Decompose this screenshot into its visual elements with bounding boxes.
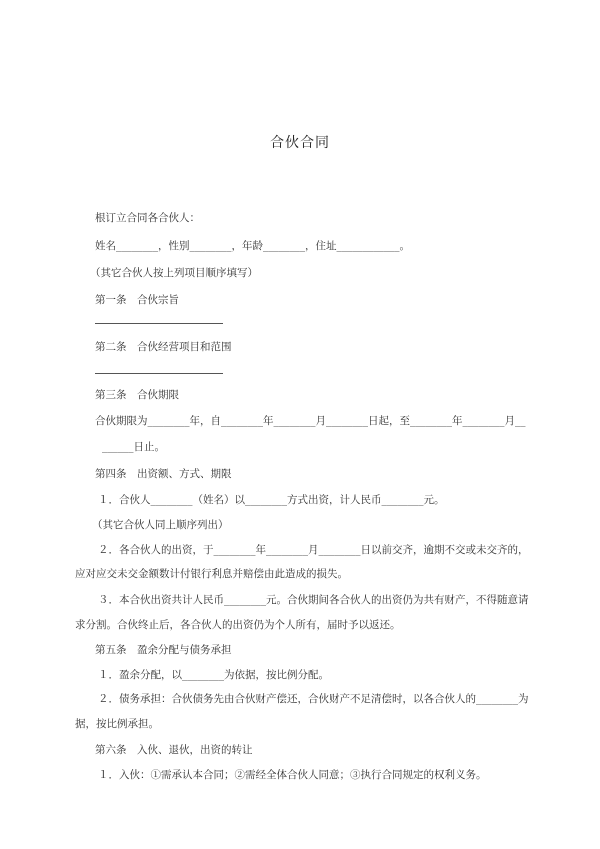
document-title: 合伙合同 — [270, 135, 330, 151]
intro-line: 根订立合同各合伙人： — [95, 212, 200, 224]
article-1-blank — [95, 323, 223, 324]
article-1-heading: 第一条 合伙宗旨 — [95, 294, 179, 306]
article-2-heading: 第二条 合伙经营项目和范围 — [95, 341, 232, 353]
contribution-item-3-line-1: ３．本合伙出资共计人民币________元。合伙期间各合伙人的出资仍为共有财产，不得随意请 — [98, 594, 529, 606]
admission-line: １．入伙：①需承认本合同；②需经全体合伙人同意；③执行合同规定的权利义务。 — [98, 769, 487, 781]
contribution-note: （其它合伙人同上顺序列出） — [92, 519, 229, 531]
article-5-heading: 第五条 盈余分配与债务承担 — [95, 644, 232, 656]
contribution-item-2-line-2: 应对应交未交金额数计付银行利息并赔偿由此造成的损失。 — [75, 568, 348, 580]
party-note: （其它合伙人按上列项目顺序填写） — [90, 267, 258, 279]
article-2-blank — [95, 373, 223, 374]
article-4-heading: 第四条 出资额、方式、期限 — [95, 468, 232, 480]
term-line-2: ______日止。 — [102, 441, 165, 453]
party-info-line: 姓名________，性别________，年龄________，住址____________。 — [95, 240, 410, 252]
contribution-item-2-line-1: ２．各合伙人的出资，于________年________月________日以前交齐，逾期不交或未交齐的， — [98, 544, 529, 556]
profit-distribution-line: １．盈余分配，以________为依据，按比例分配。 — [98, 669, 329, 681]
article-6-heading: 第六条 入伙、退伙，出资的转让 — [95, 744, 253, 756]
article-3-heading: 第三条 合伙期限 — [95, 389, 179, 401]
debt-line-2: 据，按比例承担。 — [75, 718, 159, 730]
term-line-1: 合伙期限为________年，自________年________月________日起，至________年________月__ — [95, 415, 526, 427]
debt-line-1: ２．债务承担：合伙债务先由合伙财产偿还，合伙财产不足清偿时，以各合伙人的________为 — [98, 693, 529, 705]
contribution-item-3-line-2: 求分割。合伙终止后，各合伙人的出资仍为个人所有，届时予以返还。 — [75, 619, 401, 631]
contribution-item-1: １．合伙人________（姓名）以________方式出资，计人民币________元。 — [98, 494, 445, 506]
